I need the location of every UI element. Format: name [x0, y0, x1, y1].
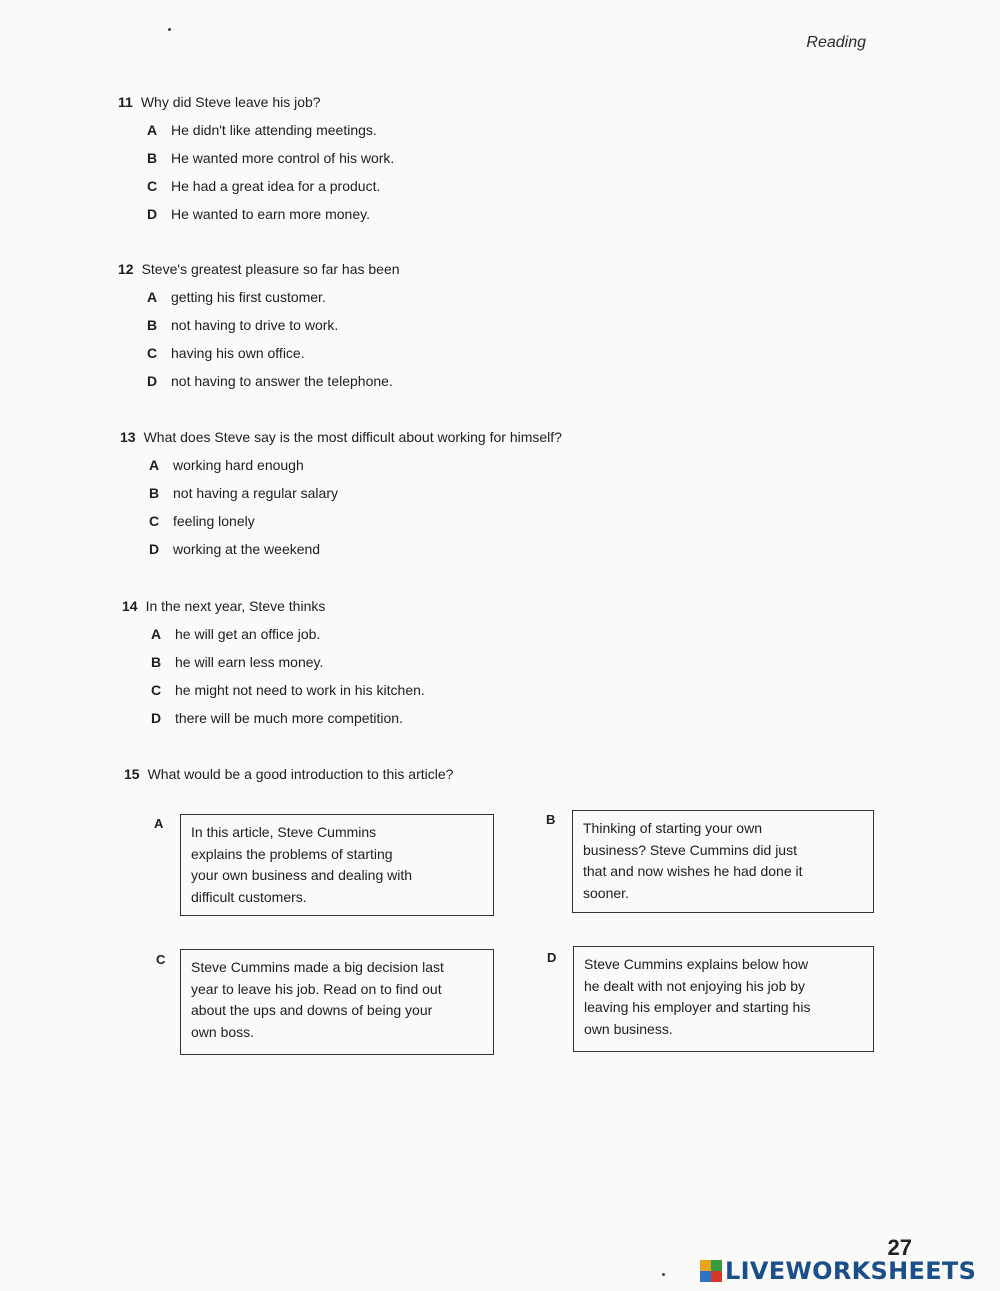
question-number: 11 [118, 94, 133, 110]
option-text: working hard enough [173, 457, 304, 473]
question-stem: Steve's greatest pleasure so far has been [141, 261, 400, 277]
box-line: your own business and dealing with [191, 867, 413, 883]
option-a[interactable]: A working hard enough [149, 451, 562, 479]
box-line: own business. [584, 1020, 673, 1037]
question-15 [124, 760, 453, 788]
option-text: not having to answer the telephone. [171, 373, 393, 389]
option-text: He wanted more control of his work. [171, 150, 395, 166]
intro-option-b-letter: B [546, 812, 556, 827]
option-text: He didn't like attending meetings. [171, 122, 377, 138]
option-a[interactable]: A getting his first customer. [147, 283, 400, 311]
intro-option-d-letter: D [547, 950, 557, 965]
liveworksheets-brand[interactable] [700, 1256, 976, 1286]
question-number: 15 [124, 766, 140, 782]
options-list [151, 620, 425, 732]
box-line: he dealt with not enjoying his job by [584, 977, 806, 994]
question-stem: What would be a good introduction to this article? [147, 766, 454, 782]
option-b[interactable]: B He wanted more control of his work. [147, 144, 394, 172]
option-text: He had a great idea for a product. [171, 178, 381, 194]
option-text: getting his first customer. [171, 289, 326, 305]
option-c[interactable]: C feeling lonely [149, 507, 562, 535]
option-text: not having to drive to work. [171, 317, 339, 333]
option-c[interactable]: C he might not need to work in his kitchen. [151, 676, 425, 704]
box-line: sooner. [583, 884, 629, 901]
question-14 [122, 592, 425, 732]
option-text: there will be much more competition. [175, 710, 403, 726]
intro-option-a[interactable] [180, 814, 494, 916]
option-d[interactable]: D not having to answer the telephone. [147, 367, 400, 395]
intro-option-d[interactable] [573, 946, 874, 1052]
box-line: In this article, Steve Cummins [191, 824, 377, 840]
option-d[interactable]: D He wanted to earn more money. [147, 200, 394, 228]
intro-option-c-letter: C [156, 952, 166, 967]
question-number: 12 [118, 261, 134, 277]
box-line: difficult customers. [191, 888, 307, 905]
box-line: Steve Cummins made a big decision last [191, 959, 444, 975]
box-line: Steve Cummins explains below how [584, 956, 809, 972]
question-12 [118, 255, 400, 395]
question-stem: Why did Steve leave his job? [140, 94, 321, 110]
option-text: he will earn less money. [175, 654, 324, 670]
box-line: about the ups and downs of being your [191, 1002, 433, 1018]
option-text: having his own office. [171, 345, 305, 361]
box-line: explains the problems of starting [191, 845, 393, 862]
box-line: Thinking of starting your own [583, 820, 762, 836]
options-list [147, 283, 400, 395]
liveworksheets-logo-icon [700, 1260, 722, 1282]
scan-speck [168, 28, 171, 31]
option-text: he might not need to work in his kitchen. [175, 682, 425, 698]
box-line: business? Steve Cummins did just [583, 841, 797, 858]
intro-option-b[interactable] [572, 810, 874, 913]
intro-option-c[interactable] [180, 949, 494, 1055]
box-line: that and now wishes he had done it [583, 863, 803, 879]
option-b[interactable]: B he will earn less money. [151, 648, 425, 676]
option-text: He wanted to earn more money. [171, 206, 370, 222]
question-stem: In the next year, Steve thinks [145, 598, 326, 614]
option-text: feeling lonely [173, 513, 255, 529]
option-b[interactable]: B not having to drive to work. [147, 311, 400, 339]
scan-speck [662, 1273, 665, 1276]
options-list [149, 451, 562, 563]
question-11 [118, 88, 394, 228]
question-number: 13 [120, 429, 136, 445]
option-b[interactable]: B not having a regular salary [149, 479, 562, 507]
question-stem: What does Steve say is the most difficult about working for himself? [143, 429, 562, 445]
option-d[interactable]: D there will be much more competition. [151, 704, 425, 732]
option-c[interactable]: C having his own office. [147, 339, 400, 367]
option-c[interactable]: C He had a great idea for a product. [147, 172, 394, 200]
option-d[interactable]: D working at the weekend [149, 535, 562, 563]
option-a[interactable]: A He didn't like attending meetings. [147, 116, 394, 144]
page-number: 27 [887, 1235, 912, 1260]
question-number: 14 [122, 598, 138, 614]
option-text: working at the weekend [173, 541, 321, 557]
box-line: own boss. [191, 1023, 255, 1040]
section-header: Reading [806, 34, 866, 51]
options-list [147, 116, 394, 228]
option-a[interactable]: A he will get an office job. [151, 620, 425, 648]
brand-name: LIVEWORKSHEETS [725, 1257, 977, 1285]
option-text: not having a regular salary [173, 485, 338, 501]
box-line: leaving his employer and starting his [584, 999, 811, 1015]
box-line: year to leave his job. Read on to find out [191, 980, 442, 997]
question-13 [120, 423, 562, 563]
option-text: he will get an office job. [175, 626, 321, 642]
intro-option-a-letter: A [154, 816, 164, 831]
